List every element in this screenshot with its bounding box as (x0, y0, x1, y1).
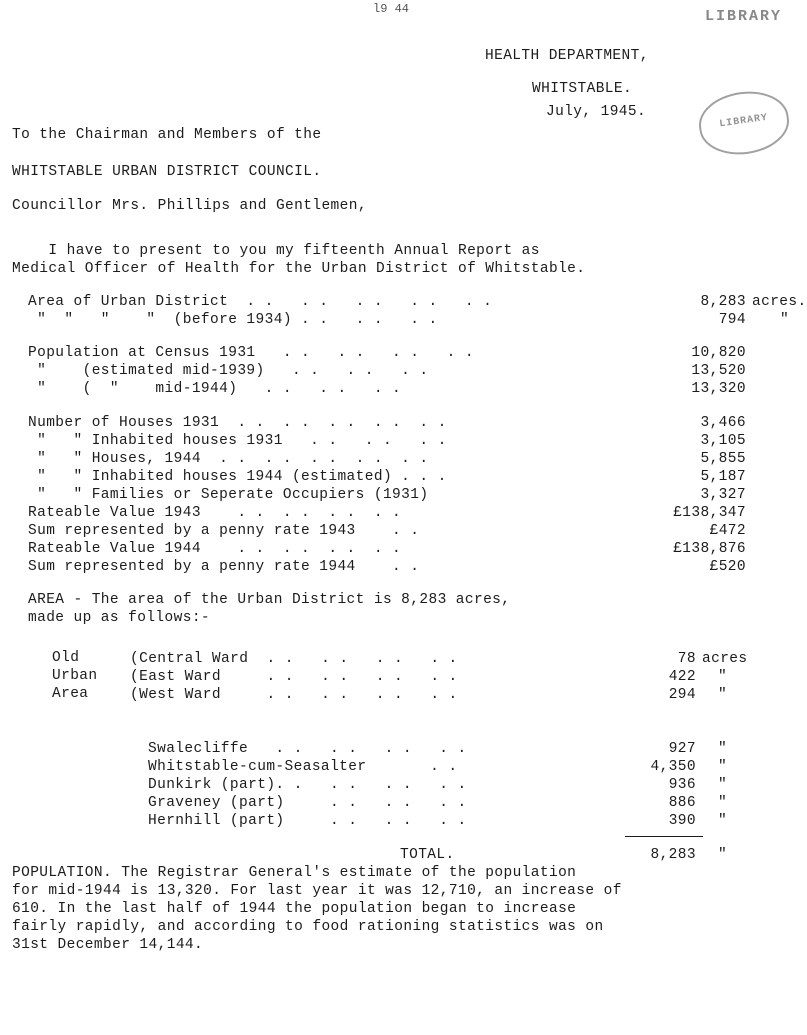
houses-row-value: 5,187 (700, 469, 746, 485)
houses-row (28, 414, 788, 432)
area-intro-line-1: AREA - The area of the Urban District is 8,283 acres, (28, 592, 511, 608)
population-para-line: for mid-1944 is 13,320. For last year it was 12,710, an increase of (12, 883, 622, 899)
rateable-row-value: £138,876 (673, 541, 746, 557)
houses-row-value: 3,327 (700, 487, 746, 503)
parish-row-label: Hernhill (part) . . . . . . (148, 813, 467, 829)
houses-row (28, 432, 788, 450)
population-row-label: " ( " mid-1944) . . . . . . (28, 381, 402, 397)
parish-row-label: Graveney (part) . . . . . . (148, 795, 467, 811)
library-stamp: LIBRARY (695, 86, 793, 160)
parish-row (148, 794, 788, 812)
parish-row-value: 886 (668, 795, 696, 811)
ward-row (130, 686, 790, 704)
parish-row (148, 740, 788, 758)
intro-line-2: Medical Officer of Health for the Urban District of Whitstable. (12, 261, 586, 277)
parish-row-value: 4,350 (650, 759, 696, 775)
ward-row-label: (East Ward . . . . . . . . (130, 669, 458, 685)
houses-row-label: " " Inhabited houses 1944 (estimated) . . . (28, 469, 447, 485)
houses-row-value: 3,105 (700, 433, 746, 449)
parish-row-value: 927 (668, 741, 696, 757)
population-row-value: 10,820 (691, 345, 746, 361)
rateable-row (28, 522, 788, 540)
houses-row-label: Number of Houses 1931 . . . . . . . . . . (28, 415, 447, 431)
total-value: 8,283 (650, 847, 696, 863)
area-row-label: " " " " (before 1934) . . . . . . (28, 312, 438, 328)
parish-row (148, 812, 788, 830)
rateable-row-label: Rateable Value 1943 . . . . . . . . (28, 505, 402, 521)
houses-row (28, 486, 788, 504)
council-name: WHITSTABLE URBAN DISTRICT COUNCIL. (12, 164, 322, 180)
parish-row-value: 390 (668, 813, 696, 829)
ward-row-label: (West Ward . . . . . . . . (130, 687, 458, 703)
ward-row-label: (Central Ward . . . . . . . . (130, 651, 458, 667)
area-row-label: Area of Urban District . . . . . . . . . . (28, 294, 493, 310)
area-row-value: 8,283 (700, 294, 746, 310)
rateable-row-value: £138,347 (673, 505, 746, 521)
population-para-line: fairly rapidly, and according to food rationing statistics was on (12, 919, 604, 935)
population-row-label: Population at Census 1931 . . . . . . . . (28, 345, 474, 361)
addressee-line: To the Chairman and Members of the (12, 127, 322, 143)
ward-row-unit: " (718, 687, 728, 703)
population-row-value: 13,320 (691, 381, 746, 397)
rateable-row (28, 558, 788, 576)
ward-row (130, 668, 790, 686)
area-row (28, 293, 807, 311)
old-area-category: Old (52, 650, 80, 666)
parish-row-unit: " (718, 795, 728, 811)
parish-row-label: Dunkirk (part). . . . . . . . (148, 777, 467, 793)
total-row (400, 846, 790, 864)
houses-row (28, 450, 788, 468)
intro-line-1: I have to present to you my fifteenth Annual Report as (12, 243, 540, 259)
houses-row-value: 5,855 (700, 451, 746, 467)
population-para-line: 31st December 14,144. (12, 937, 204, 953)
rateable-row-label: Sum represented by a penny rate 1944 . . (28, 559, 420, 575)
salutation: Councillor Mrs. Phillips and Gentlemen, (12, 198, 367, 214)
rateable-row-value: £472 (709, 523, 746, 539)
old-area-category: Area (52, 686, 89, 702)
population-row-value: 13,520 (691, 363, 746, 379)
ward-row (130, 650, 790, 668)
town-heading: WHITSTABLE. (532, 81, 633, 97)
population-para-line: POPULATION. The Registrar General's estimate of the population (12, 865, 577, 881)
houses-row-value: 3,466 (700, 415, 746, 431)
total-label: TOTAL. (400, 847, 455, 863)
population-row (28, 362, 788, 380)
houses-row-label: " " Families or Seperate Occupiers (1931) (28, 487, 429, 503)
department-heading: HEALTH DEPARTMENT, (485, 48, 649, 64)
population-para-line: 610. In the last half of 1944 the population began to increase (12, 901, 577, 917)
parish-row-value: 936 (668, 777, 696, 793)
parish-row (148, 776, 788, 794)
ward-row-value: 78 (677, 651, 696, 667)
area-row-value: 794 (718, 312, 746, 328)
parish-row-unit: " (718, 741, 728, 757)
ward-row-value: 422 (668, 669, 696, 685)
houses-row-label: " " Inhabited houses 1931 . . . . . . (28, 433, 447, 449)
total-unit: " (718, 847, 728, 863)
ward-row-unit: acres (702, 651, 748, 667)
ward-row-unit: " (718, 669, 728, 685)
old-area-category: Urban (52, 668, 98, 684)
population-row-label: " (estimated mid-1939) . . . . . . (28, 363, 429, 379)
area-row-unit: " (780, 312, 790, 328)
area-intro-line-2: made up as follows:- (28, 610, 211, 626)
rateable-row-value: £520 (709, 559, 746, 575)
area-row-unit: acres. (752, 294, 807, 310)
rateable-row-label: Sum represented by a penny rate 1943 . . (28, 523, 420, 539)
parish-row-label: Swalecliffe . . . . . . . . (148, 741, 467, 757)
parish-row-unit: " (718, 759, 728, 775)
parish-row-label: Whitstable-cum-Seasalter . . (148, 759, 458, 775)
rateable-row (28, 504, 788, 522)
handwritten-mark: l9 44 (373, 2, 410, 16)
houses-row (28, 468, 788, 486)
houses-row-label: " " Houses, 1944 . . . . . . . . . . (28, 451, 429, 467)
ward-row-value: 294 (668, 687, 696, 703)
parish-row-unit: " (718, 777, 728, 793)
parish-row-unit: " (718, 813, 728, 829)
area-row (28, 311, 788, 329)
report-date: July, 1945. (546, 104, 647, 120)
population-row (28, 380, 788, 398)
total-rule (625, 836, 703, 837)
rateable-row (28, 540, 788, 558)
rateable-row-label: Rateable Value 1944 . . . . . . . . (28, 541, 402, 557)
library-mark: LIBRARY (705, 8, 783, 25)
population-row (28, 344, 788, 362)
parish-row (148, 758, 788, 776)
